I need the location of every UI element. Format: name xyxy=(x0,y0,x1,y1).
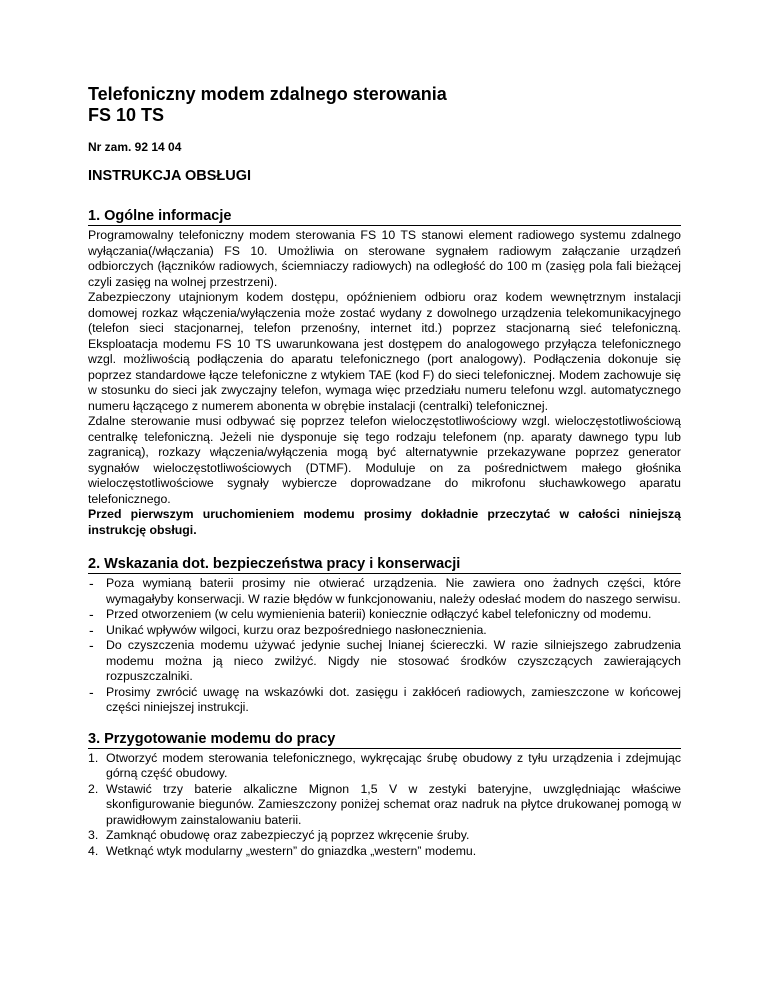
document-page xyxy=(88,84,681,859)
dash-bullet: - xyxy=(89,637,94,653)
preparation-steps xyxy=(88,751,681,860)
section-safety xyxy=(88,556,681,716)
list-item-text: Zamknąć obudowę oraz zabezpieczyć ją poprzez wkręcenie śruby. xyxy=(106,828,470,842)
section-general-info xyxy=(88,208,681,538)
list-item xyxy=(88,782,681,829)
list-item-text: Unikać wpływów wilgoci, kurzu oraz bezpośredniego nasłonecznienia. xyxy=(106,622,487,637)
manual-heading: INSTRUKCJA OBSŁUGI xyxy=(88,168,251,184)
list-item-text: Wstawić trzy baterie alkaliczne Mignon 1,5 V w zestyki bateryjne, uwzględniając właściwe skonfigurowanie biegunów. Zamieszczony poniżej schemat oraz nadruk na płytce drukowanej pomogą w prawidłowym zainstalowaniu baterii. xyxy=(106,781,681,827)
list-item-text: Otworzyć modem sterowania telefonicznego, wykręcając śrubę obudowy z tyłu urządzenia i zdejmując górną część obudowy. xyxy=(106,750,681,780)
section-preparation xyxy=(88,731,681,860)
warning-paragraph: Przed pierwszym uruchomieniem modemu prosimy dokładnie przeczytać w całości niniejszą instrukcję obsługi. xyxy=(88,507,681,537)
paragraph: Zdalne sterowanie musi odbywać się poprzez telefon wieloczęstotliwościowy wzgl. wieloczęstotliwościową centralkę telefoniczną. Jeżeli nie dysponuje się tego rodzaju telefonem (np. aparaty dawnego typu lub zagranicą), rozkazy włączenia/wyłączenia mogą być alternatywnie przekazywane poprzez generator sygnałów wieloczęstotliwościowych (DTMF). Moduluje on za pośrednictwem małego głośnika wieloczęstotliwościowe sygnały wybiercze doprowadzane do mikrofonu słuchawkowego aparatu telefonicznego. xyxy=(88,414,681,506)
list-item xyxy=(88,623,681,639)
list-item xyxy=(88,638,681,685)
dash-bullet: - xyxy=(89,606,94,622)
order-number: Nr zam. 92 14 04 xyxy=(88,140,182,154)
list-item-text: Prosimy zwrócić uwagę na wskazówki dot. zasięgu i zakłóceń radiowych, zamieszczone w końcowej części niniejszej instrukcji. xyxy=(106,684,681,714)
dash-bullet: - xyxy=(89,575,94,591)
list-item-text: Do czyszczenia modemu używać jedynie suchej lnianej ściereczki. W razie silniejszego zabrudzenia modemu można ją nieco zwilżyć. Nigdy nie stosować środków czyszczących zawierających rozpuszczalniki. xyxy=(106,638,681,683)
list-item xyxy=(88,844,681,860)
section-heading: 1. Ogólne informacje xyxy=(88,208,681,226)
step-number: 2. xyxy=(88,781,99,796)
safety-list xyxy=(88,576,681,716)
list-item xyxy=(88,607,681,623)
list-item xyxy=(88,576,681,607)
list-item-text: Poza wymianą baterii prosimy nie otwierać urządzenia. Nie zawiera ono żadnych części, które wymagałyby konserwacji. W razie błędów w funkcjonowaniu, należy odesłać modem do naszego serwisu. xyxy=(106,576,681,606)
step-number: 4. xyxy=(88,843,99,858)
list-item-text: Wetknąć wtyk modularny „western” do gniazdka „western” modemu. xyxy=(106,843,477,858)
step-number: 1. xyxy=(88,750,99,765)
dash-bullet: - xyxy=(89,621,94,638)
list-item-text: Przed otworzeniem (w celu wymienienia baterii) koniecznie odłączyć kabel telefoniczny od modemu. xyxy=(106,607,652,621)
list-item xyxy=(88,685,681,716)
section-heading: 2. Wskazania dot. bezpieczeństwa pracy i konserwacji xyxy=(88,556,681,574)
paragraph: Programowalny telefoniczny modem sterowania FS 10 TS stanowi element radiowego systemu zdalnego wyłączania(/włączania) FS 10. Umożliwia on sterowane sygnałem radiowym załączanie urządzeń odbiorczych (łączników radiowych, ściemniaczy radiowych) na odległość do 100 m (zasięg pola fali bieżącej czyli zasięg na wolnej przestrzeni). xyxy=(88,228,681,289)
section-heading: 3. Przygotowanie modemu do pracy xyxy=(88,731,681,749)
step-number: 3. xyxy=(88,828,99,842)
title-line-2: FS 10 TS xyxy=(88,105,165,125)
paragraph: Zabezpieczony utajnionym kodem dostępu, opóźnieniem odbioru oraz kodem wewnętrznym instalacji domowej rozkaz włączenia/wyłączenia może zostać wydany z dowolnego urządzenia telekomunikacyjnego (telefon sieci stacjonarnej, telefon przenośny, internet itd.) poprzez stacjonarną sieć telefoniczną. Eksploatacja modemu FS 10 TS uwarunkowana jest dostępem do analogowego przyłącza telefonicznego wzgl. możliwością podłączenia do aparatu telefonicznego (port analogowy). Podłączenia dokonuje się poprzez standardowe łącze telefoniczne z wtykiem TAE (kod F) do sieci telefonicznej. Modem zachowuje się w stosunku do sieci jak zwyczajny telefon, wymaga więc przedziału numeru telefonu wzgl. automatycznego numeru łączącego z numerem abonenta w obrębie instalacji (centralki) telefonicznej. xyxy=(88,290,681,413)
document-title xyxy=(88,84,681,126)
list-item xyxy=(88,828,681,844)
list-item xyxy=(88,751,681,782)
title-line-1: Telefoniczny modem zdalnego sterowania xyxy=(88,84,447,104)
dash-bullet: - xyxy=(89,683,94,700)
